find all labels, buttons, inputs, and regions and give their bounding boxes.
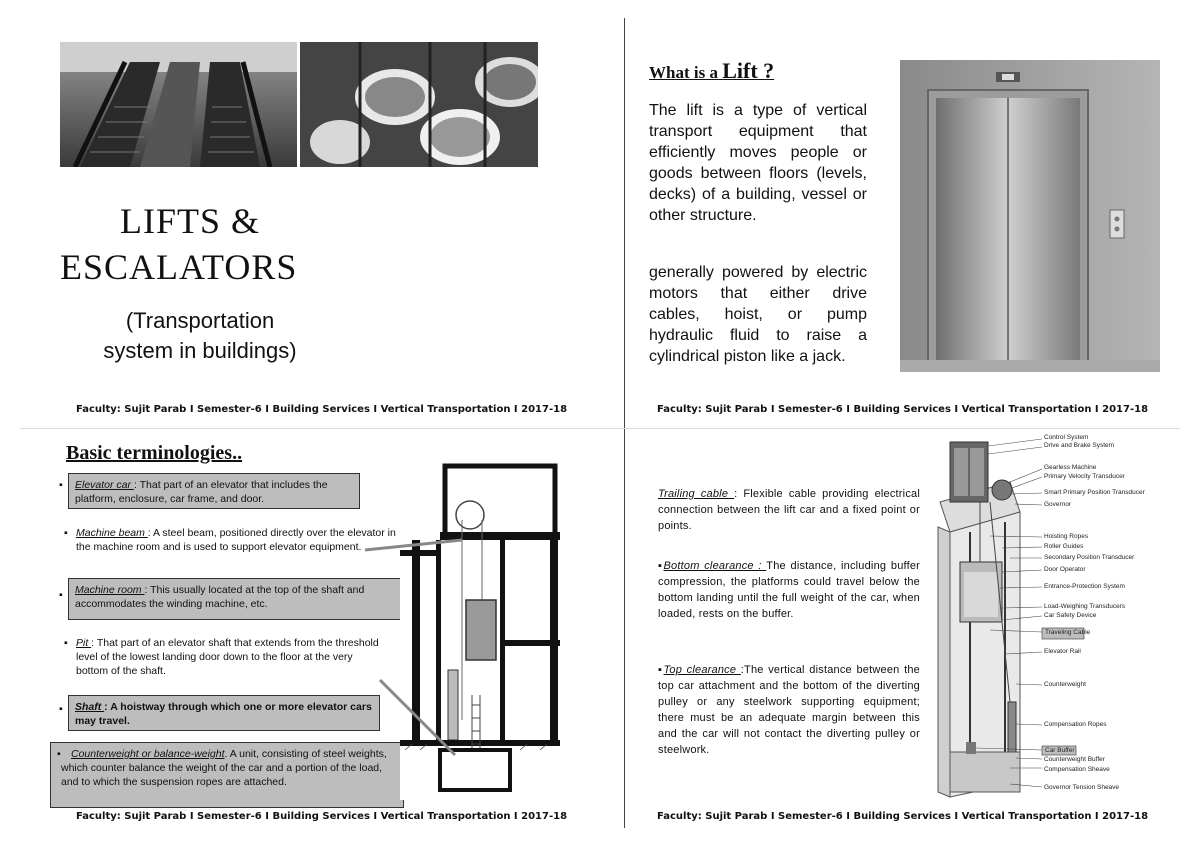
bullet-icon: ▪ xyxy=(658,664,664,676)
diagram-label-load-weighing: Load-Weighing Transducers xyxy=(1044,603,1126,610)
lift-para1: The lift is a type of vertical transport equipment that efficiently moves people or goods between floors (levels, decks) of a building, vessel or other structure. xyxy=(649,102,867,224)
cover-title xyxy=(60,198,360,290)
lift-heading-word: Lift ? xyxy=(722,58,775,83)
diagram-label-drive-brake: Drive and Brake System xyxy=(1044,442,1115,449)
def-trailing-cable xyxy=(658,486,920,534)
term-key: Elevator car xyxy=(75,479,134,491)
lift-heading-prefix: What is a xyxy=(649,63,723,82)
term-pit xyxy=(64,636,386,678)
cover-title-line2: ESCALATORS xyxy=(60,247,298,287)
diagram-label-roller-guides: Roller Guides xyxy=(1044,543,1084,550)
term-shaft xyxy=(59,695,380,731)
diagram-label-counterweight: Counterweight xyxy=(1044,681,1086,688)
term-counterweight xyxy=(50,742,404,808)
bullet-icon: ▪ xyxy=(59,479,63,491)
def-key: Bottom clearance : xyxy=(663,560,767,572)
lift-heading xyxy=(649,58,774,84)
term-text: : This usually located at the top of the shaft and accommodates the winding machine, etc. xyxy=(75,584,365,610)
lift-para2: generally powered by electric motors that either drive cables, hoist, or pump hydraulic fluid to raise a cylindrical piston like a jack. xyxy=(649,264,867,365)
bullet-icon: ▪ xyxy=(59,589,63,601)
footer-q2: Faculty: Sujit Parab I Semester-6 I Building Services I Vertical Transportation I 2017-18 xyxy=(657,404,1149,415)
def-bottom-clearance xyxy=(658,558,920,622)
term-machine-beam xyxy=(64,526,398,554)
term-text: : That part of an elevator that includes the platform, enclosure, car frame, and door. xyxy=(75,479,328,505)
diagram-label-elevator-rail: Elevator Rail xyxy=(1044,648,1081,655)
diagram-label-governor-tension: Governor Tension Sheave xyxy=(1044,784,1120,791)
leader-lines xyxy=(360,530,470,770)
cover-subtitle xyxy=(60,306,340,366)
diagram-label-traveling-cable: Traveling Cable xyxy=(1045,629,1091,636)
diagram-label-car-safety: Car Safety Device xyxy=(1044,612,1097,619)
horizontal-divider xyxy=(20,428,1180,429)
diagram-label-secondary-position: Secondary Position Transducer xyxy=(1044,554,1135,561)
bullet-icon: ▪ xyxy=(64,637,68,649)
def-key: Top clearance xyxy=(663,664,741,676)
cover-title-line1: LIFTS & xyxy=(120,201,261,241)
term-key: Machine beam xyxy=(76,527,148,539)
diagram-label-smart-position: Smart Primary Position Transducer xyxy=(1044,489,1145,496)
terminology-heading: Basic terminologies.. xyxy=(66,442,243,464)
term-elevator-car xyxy=(59,473,360,509)
def-top-clearance xyxy=(658,662,920,758)
term-text: : A steel beam, positioned directly over the elevator in the machine room and is used to support elevator equipment. xyxy=(76,527,396,553)
term-text: . A unit, consisting of steel weights, which counter balance the weight of the car and a portion of the load, and to which the suspension ropes are attached. xyxy=(61,748,387,788)
bullet-icon: ▪ xyxy=(57,748,61,760)
term-key: Shaft xyxy=(75,701,105,713)
diagram-label-car-buffer: Car Buffer xyxy=(1045,747,1075,754)
term-key: Machine room xyxy=(75,584,145,596)
diagram-label-compensation-sheave: Compensation Sheave xyxy=(1044,766,1110,773)
glass-lift-photo xyxy=(300,42,538,167)
diagram-label-gearless-machine: Gearless Machine xyxy=(1044,464,1097,471)
def-key: Trailing cable xyxy=(658,488,735,500)
term-text: : That part of an elevator shaft that extends from the threshold level of the lowest landing door down to the floor at the very bottom of the shaft. xyxy=(76,637,379,677)
diagram-label-hoisting-ropes: Hoisting Ropes xyxy=(1044,533,1089,540)
diagram-label-counterweight-buffer: Counterweight Buffer xyxy=(1044,756,1105,763)
term-machine-room xyxy=(59,578,406,620)
cover-subtitle-line2: system in buildings) xyxy=(103,338,297,363)
diagram-label-control-system: Control System xyxy=(1044,434,1089,441)
term-key: Pit xyxy=(76,637,92,649)
footer-q1: Faculty: Sujit Parab I Semester-6 I Building Services I Vertical Transportation I 2017-18 xyxy=(76,404,568,415)
bullet-icon: ▪ xyxy=(64,527,68,539)
def-text: : Flexible cable providing electrical connection between the lift car and a fixed point or points. xyxy=(658,488,920,532)
diagram-label-governor: Governor xyxy=(1044,501,1072,508)
def-text: :The vertical distance between the top car attachment and the bottom of the diverting pulley or any steelwork supporting equipment; there must be an adequate margin between this and the car will not contact the diverting pulley or steelwork. xyxy=(658,664,920,756)
bullet-icon: ▪ xyxy=(658,560,664,572)
footer-q3: Faculty: Sujit Parab I Semester-6 I Building Services I Vertical Transportation I 2017-18 xyxy=(76,811,568,822)
term-text: : A hoistway through which one or more elevator cars may travel. xyxy=(75,701,372,727)
diagram-label-primary-velocity: Primary Velocity Transducer xyxy=(1044,473,1125,480)
term-key: Counterweight or balance-weight xyxy=(71,748,225,760)
diagram-label-door-operator: Door Operator xyxy=(1044,566,1086,573)
cover-subtitle-line1: (Transportation xyxy=(125,308,275,333)
diagram-label-entrance-protection: Entrance-Protection System xyxy=(1044,583,1125,590)
footer-q4: Faculty: Sujit Parab I Semester-6 I Building Services I Vertical Transportation I 2017-18 xyxy=(657,811,1149,822)
def-text: The distance, including buffer compression, the platforms could travel below the bottom landing until the full weight of the car, when loaded, rests on the buffer. xyxy=(658,560,921,620)
lift-door-photo xyxy=(900,60,1160,372)
bullet-icon: ▪ xyxy=(59,703,63,715)
escalator-photo xyxy=(60,42,297,167)
diagram-label-compensation-ropes: Compensation Ropes xyxy=(1044,721,1107,728)
vertical-divider xyxy=(624,18,625,828)
